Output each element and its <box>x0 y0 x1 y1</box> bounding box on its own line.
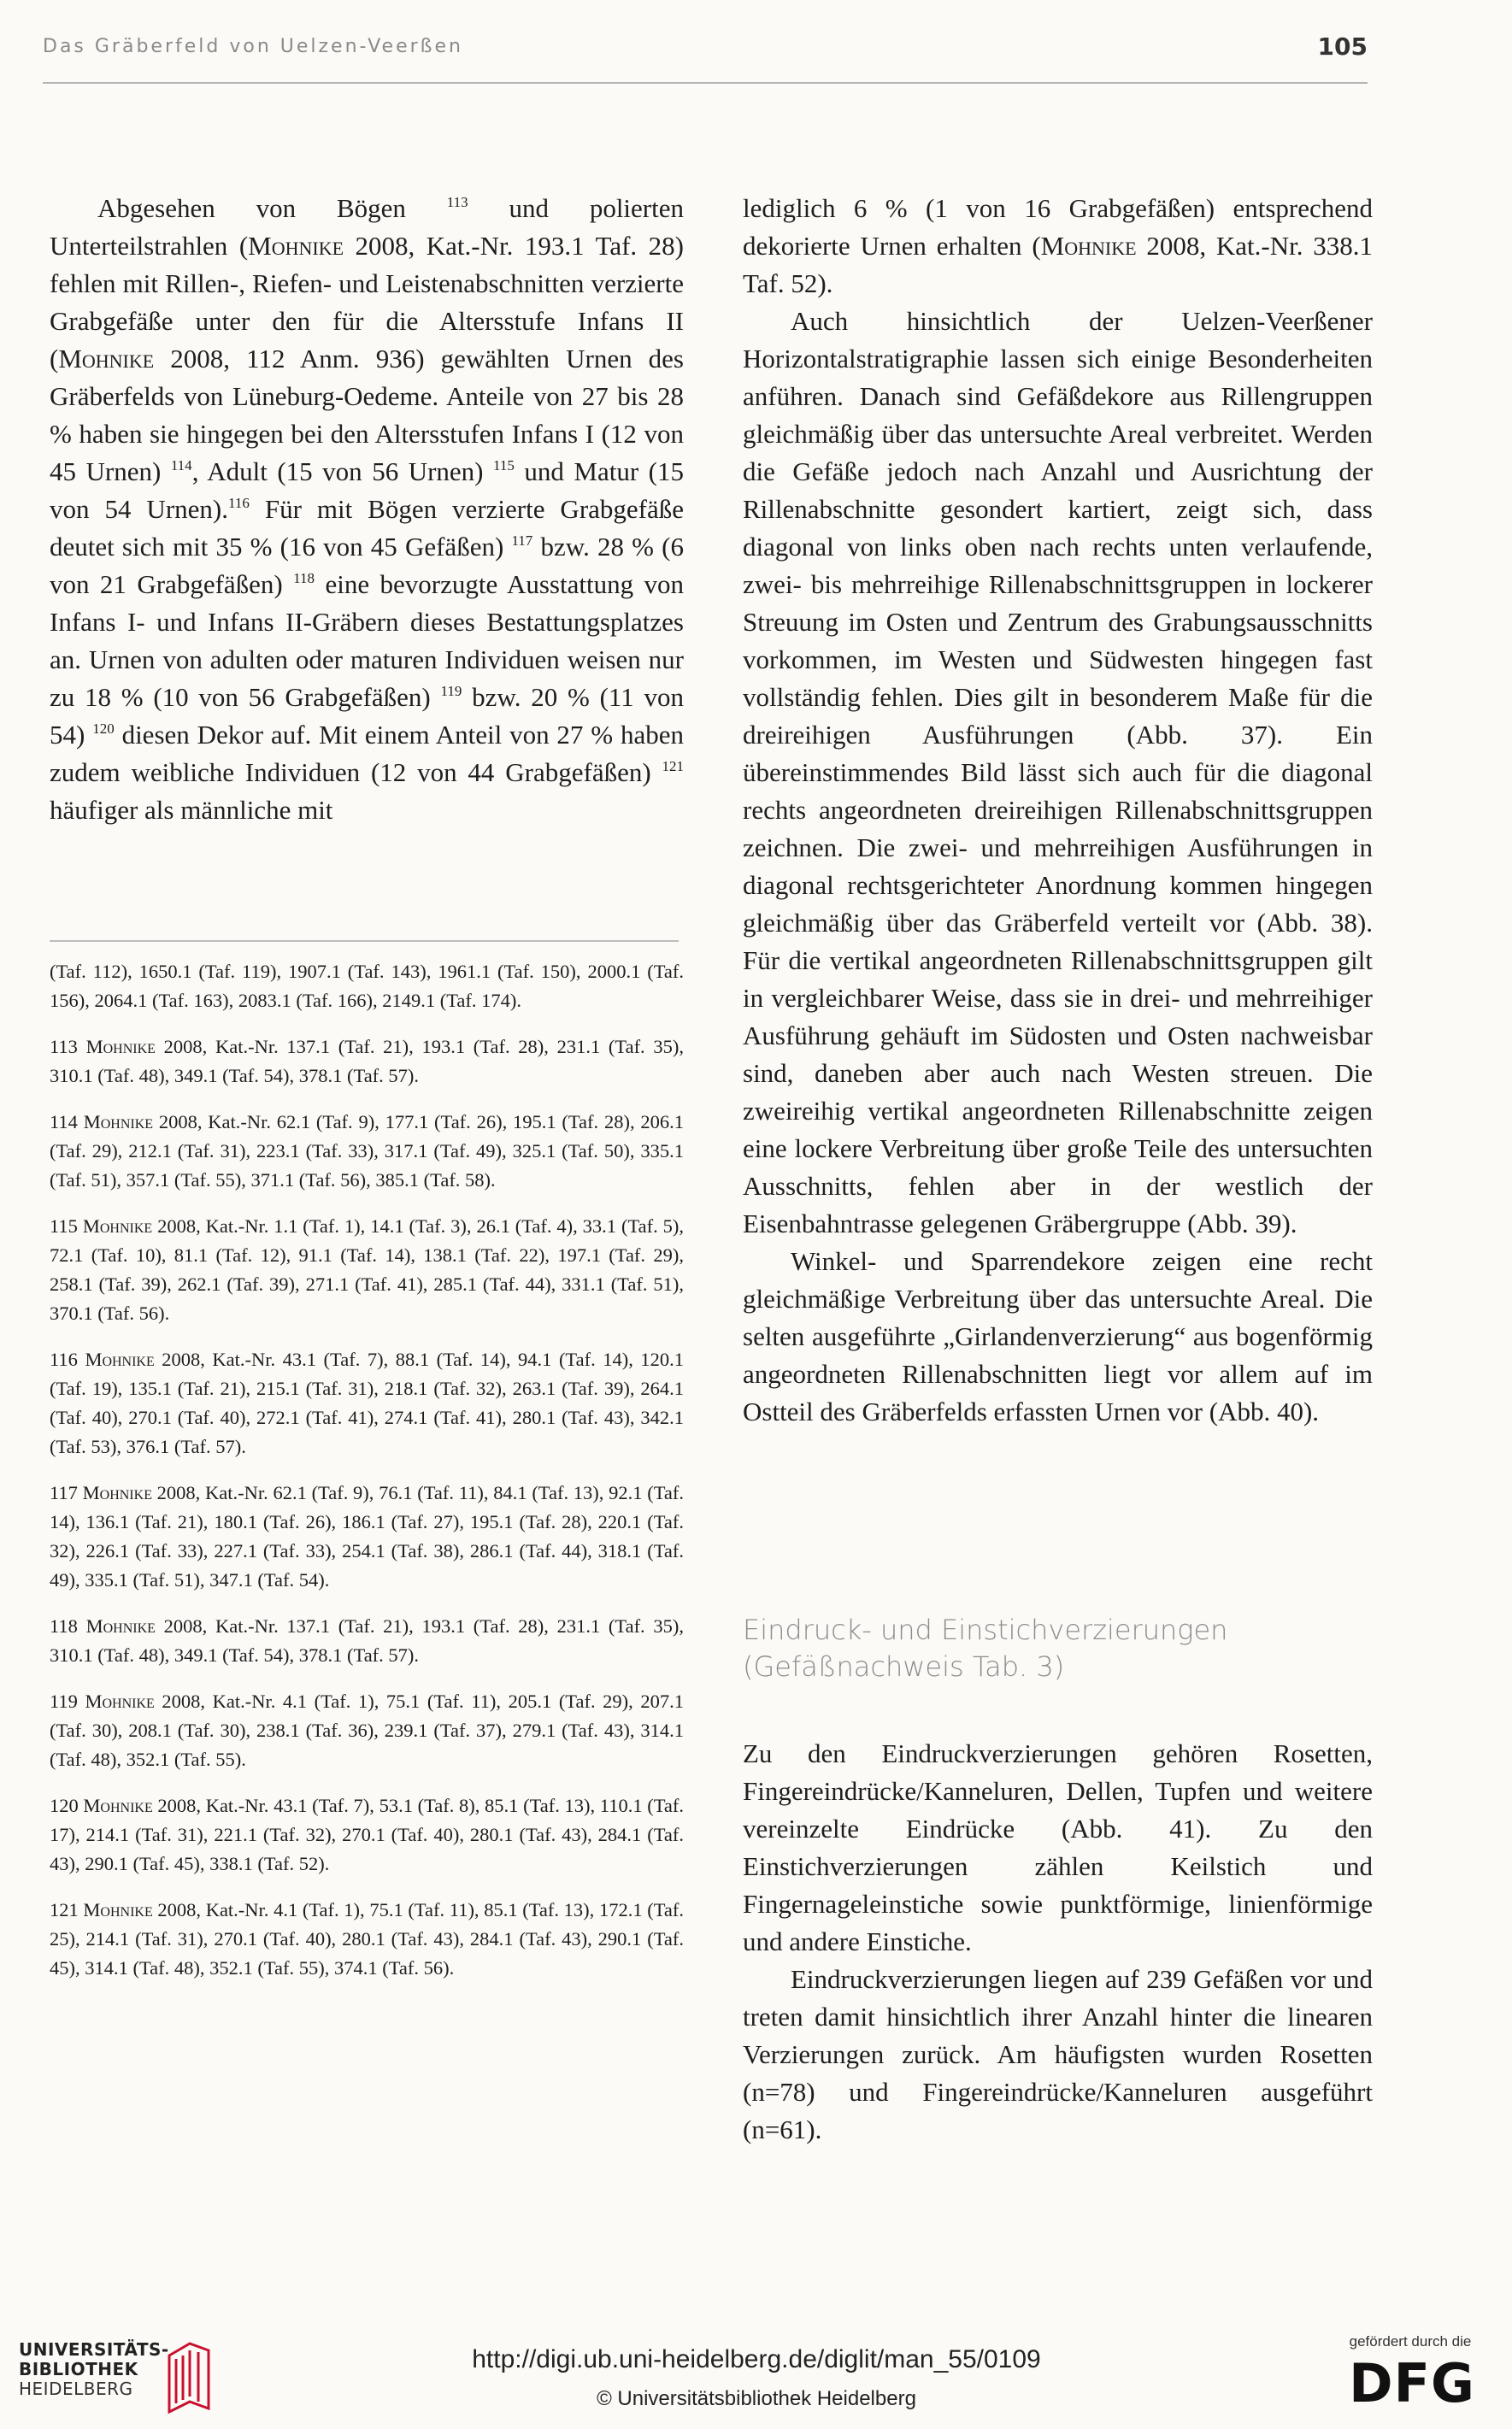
footnote-114: 114 Mohnike 2008, Kat.-Nr. 62.1 (Taf. 9), 177.1 (Taf. 26), 195.1 (Taf. 28), 206.1 (Taf. 29), 212.1 (Taf. 31), 223.1 (Taf. 33), 317.1 (Taf. 49), 325.1 (Taf. 50), 335.1 (Taf. 51), 357.1 (Taf. 55), 371.1 (Taf. 56), 385.1 (Taf. 58). <box>50 1111 684 1191</box>
author-name: Mohnike <box>85 1036 156 1057</box>
footnote-ref: 113 <box>446 194 468 210</box>
left-column <box>50 190 684 829</box>
library-name-line2: BIBLIOTHEK <box>19 2359 138 2379</box>
footnote-ref: 115 <box>493 457 515 473</box>
header-rule <box>43 82 1368 84</box>
author-name: Mohnike <box>82 1215 153 1237</box>
footnote-118: 118 Mohnike 2008, Kat.-Nr. 137.1 (Taf. 21), 193.1 (Taf. 28), 231.1 (Taf. 35), 310.1 (Taf. 48), 349.1 (Taf. 54), 378.1 (Taf. 57). <box>50 1615 684 1666</box>
ub-book-icon <box>164 2340 215 2414</box>
right-paragraph-2: Auch hinsichtlich der Uelzen-Veerßener Horizontalstratigraphie lassen sich einige Besonderheiten anführen. Danach sind Gefäßdekore aus Rillengruppen gleichmäßig über das untersuchte Areal verbreitet. Werden die Gefäße jedoch nach Anzahl und Ausrichtung der Rillenabschnitte gesondert kartiert, zeigt sich, dass diagonal von links oben nach rechts unten verlaufende, zwei- bis mehrreihige Rillenabschnittsgruppen in lockerer Streuung im Osten und Zentrum des Grabungsausschnitts vorkommen, im Westen und Südwesten hingegen fast vollständig fehlen. Dies gilt in besonderem Maße für die dreireihigen Ausführungen (Abb. 37). Ein übereinstimmendes Bild lässt sich auch für die diagonal rechts angeordneten dreireihigen Rillenabschnittsgruppen zeichnen. Die zwei- und mehrreihigen Ausführungen in diagonal rechtsgerichteter Anordnung kommen hingegen gleichmäßig über das Gräberfeld verteilt vor (Abb. 38). Für die vertikal angeordneten Rillenabschnittsgruppen gilt in vergleichbarer Weise, dass sie in drei- und mehrreihiger Ausführung gehäuft im Südosten und Osten nachweisbar sind, daneben aber auch nach Westen streuen. Die zweireihig vertikal angeordneten Rillenabschnitte zeigen eine lockere Verbreitung über große Teile des untersuchten Ausschnitts, fehlen aber in der westlich der Eisenbahntrasse gelegenen Gräbergruppe (Abb. 39). <box>743 306 1373 1238</box>
footnote-ref: 117 <box>511 532 533 549</box>
right-paragraph-3: Winkel- und Sparrendekore zeigen eine recht gleichmäßige Verbreitung über das untersuchte Areal. Die selten ausgeführte „Girlandenverzierung“ aus bogenförmig angeordneten Rillenabschnitten liegt vor allem auf im Ostteil des Gräberfelds erfassten Urnen vor (Abb. 40). <box>743 1246 1373 1426</box>
author-name: Mohnike <box>83 1795 153 1816</box>
source-url-link[interactable]: http://digi.ub.uni-heidelberg.de/diglit/man_55/0109 <box>472 2345 1041 2373</box>
footnote-ref: 116 <box>227 495 250 511</box>
right-paragraph-1: lediglich 6 % (1 von 16 Grabgefäßen) entsprechend dekorierte Urnen erhalten (Mohnike 2008, Kat.-Nr. 338.1 Taf. 52). <box>743 193 1373 298</box>
author-name: Mohnike <box>82 1482 152 1503</box>
copyright-notice: © Universitätsbibliothek Heidelberg <box>597 2387 916 2410</box>
section-heading: Eindruck- und Einstichverzierungen (Gefäßnachweis Tab. 3) <box>743 1614 1228 1683</box>
author-name: Mohnike <box>85 1615 156 1637</box>
author-name: Mohnike <box>1040 231 1137 261</box>
footnote-117: 117 Mohnike 2008, Kat.-Nr. 62.1 (Taf. 9), 76.1 (Taf. 11), 84.1 (Taf. 13), 92.1 (Taf. 14), 136.1 (Taf. 21), 180.1 (Taf. 26), 186.1 (Taf. 27), 195.1 (Taf. 28), 220.1 (Taf. 32), 226.1 (Taf. 33), 227.1 (Taf. 33), 254.1 (Taf. 38), 286.1 (Taf. 44), 318.1 (Taf. 49), 335.1 (Taf. 51), 347.1 (Taf. 54). <box>50 1482 684 1591</box>
footnote-ref: 114 <box>170 457 192 473</box>
author-name: Mohnike <box>85 1691 155 1712</box>
footnote-115: 115 Mohnike 2008, Kat.-Nr. 1.1 (Taf. 1), 14.1 (Taf. 3), 26.1 (Taf. 4), 33.1 (Taf. 5), 72.1 (Taf. 10), 81.1 (Taf. 12), 91.1 (Taf. 14), 138.1 (Taf. 22), 197.1 (Taf. 29), 258.1 (Taf. 39), 262.1 (Taf. 39), 271.1 (Taf. 41), 285.1 (Taf. 44), 331.1 (Taf. 51), 370.1 (Taf. 56). <box>50 1215 684 1324</box>
section-paragraph-1: Zu den Eindruckverzierungen gehören Rosetten, Fingereindrücke/Kanneluren, Dellen, Tupfen und weitere vereinzelte Eindrücke (Abb. 41). Zu den Einstichverzierungen zählen Keilstich und Fingernageleinstiche sowie punktförmige, linienförmige und andere Einstiche. <box>743 1738 1373 1956</box>
left-paragraph-1: Abgesehen von Bögen $^{113}$ und polierten Unterteilstrahlen (Mohnike 2008, Kat.-Nr. 193.1 Taf. 28) fehlen mit Rillen-, Riefen- und Leistenabschnitten verzierte Grabgefäße unter den für die Altersstufe Infans II (Mohnike 2008, 112 Anm. 936) gewählten Urnen des Gräberfelds von Lüneburg-Oedeme. Anteile von 27 bis 28 % haben sie hingegen bei den Altersstufen Infans I (12 von 45 Urnen) $^{114}$, Adult (15 von 56 Urnen) $^{115}$ und Matur (15 von 54 Urnen).$^{116}$ Für mit Bögen verzierte Grabgefäße deutet sich mit 35 % (16 von 45 Gefäßen) $^{117}$ bzw. 28 % (6 von 21 Grabgefäßen) $^{118}$ eine bevorzugte Ausstattung von Infans I- und Infans II-Gräbern dieses Bestattungsplatzes an. Urnen von adulten oder maturen Individuen weisen nur zu 18 % (10 von 56 Grabgefäßen) $^{119}$ bzw. 20 % (11 von 54) $^{120}$ diesen Dekor auf. Mit einem Anteil von 27 % haben zudem weibliche Individuen (12 von 44 Grabgefäßen) $^{121}$ häufiger als männliche mit <box>50 193 685 825</box>
footnote-ref: 119 <box>440 683 462 699</box>
footnote-119: 119 Mohnike 2008, Kat.-Nr. 4.1 (Taf. 1), 75.1 (Taf. 11), 205.1 (Taf. 29), 207.1 (Taf. 30), 208.1 (Taf. 30), 238.1 (Taf. 36), 239.1 (Taf. 37), 279.1 (Taf. 43), 314.1 (Taf. 48), 352.1 (Taf. 55). <box>50 1691 684 1770</box>
library-name-line3: HEIDELBERG <box>19 2379 133 2399</box>
footnote-ref: 121 <box>662 758 684 774</box>
library-name-line1: UNIVERSITÄTS- <box>19 2339 169 2360</box>
dfg-caption: gefördert durch die <box>1349 2333 1472 2350</box>
ub-heidelberg-logo[interactable] <box>19 2340 215 2414</box>
footnote-ref: 118 <box>293 570 315 586</box>
footnote-120: 120 Mohnike 2008, Kat.-Nr. 43.1 (Taf. 7), 53.1 (Taf. 8), 85.1 (Taf. 13), 110.1 (Taf. 17), 214.1 (Taf. 31), 221.1 (Taf. 32), 270.1 (Taf. 40), 280.1 (Taf. 43), 284.1 (Taf. 43), 290.1 (Taf. 45), 338.1 (Taf. 52). <box>50 1795 685 1874</box>
author-name: Mohnike <box>85 1349 155 1370</box>
dfg-logo[interactable]: DFG <box>1349 2352 1475 2414</box>
footnotes <box>50 957 684 2000</box>
right-column <box>743 190 1373 1431</box>
footnote-ref: 120 <box>92 720 115 737</box>
section-paragraph-2: Eindruckverzierungen liegen auf 239 Gefäßen vor und treten damit hinsichtlich ihrer Anzahl hinter die linearen Verzierungen zurück. Am häufigsten wurden Rosetten (n=78) und Fingereindrücke/Kanneluren ausgeführt (n=61). <box>743 1964 1373 2144</box>
footnote-continued: (Taf. 112), 1650.1 (Taf. 119), 1907.1 (Taf. 143), 1961.1 (Taf. 150), 2000.1 (Taf. 156), 2064.1 (Taf. 163), 2083.1 (Taf. 166), 2149.1 (Taf. 174). <box>50 961 684 1011</box>
author-name: Mohnike <box>83 1111 154 1132</box>
footnote-rule <box>50 940 679 942</box>
author-name: Mohnike <box>248 231 344 261</box>
author-name: Mohnike <box>83 1899 153 1920</box>
footnote-116: 116 Mohnike 2008, Kat.-Nr. 43.1 (Taf. 7), 88.1 (Taf. 14), 94.1 (Taf. 14), 120.1 (Taf. 19), 135.1 (Taf. 21), 215.1 (Taf. 31), 218.1 (Taf. 32), 263.1 (Taf. 39), 264.1 (Taf. 40), 270.1 (Taf. 40), 272.1 (Taf. 41), 274.1 (Taf. 41), 280.1 (Taf. 43), 342.1 (Taf. 53), 376.1 (Taf. 57). <box>50 1349 684 1457</box>
author-name: Mohnike <box>58 344 155 373</box>
footnote-121: 121 Mohnike 2008, Kat.-Nr. 4.1 (Taf. 1), 75.1 (Taf. 11), 85.1 (Taf. 13), 172.1 (Taf. 25), 214.1 (Taf. 31), 270.1 (Taf. 40), 280.1 (Taf. 43), 284.1 (Taf. 43), 290.1 (Taf. 45), 314.1 (Taf. 48), 352.1 (Taf. 55), 374.1 (Taf. 56). <box>50 1899 685 1979</box>
footnote-113: 113 Mohnike 2008, Kat.-Nr. 137.1 (Taf. 21), 193.1 (Taf. 28), 231.1 (Taf. 35), 310.1 (Taf. 48), 349.1 (Taf. 54), 378.1 (Taf. 57). <box>50 1036 684 1086</box>
right-column-section <box>743 1735 1373 2149</box>
page-number: 105 <box>1317 32 1368 61</box>
running-title: Das Gräberfeld von Uelzen-Veerßen <box>43 36 463 57</box>
